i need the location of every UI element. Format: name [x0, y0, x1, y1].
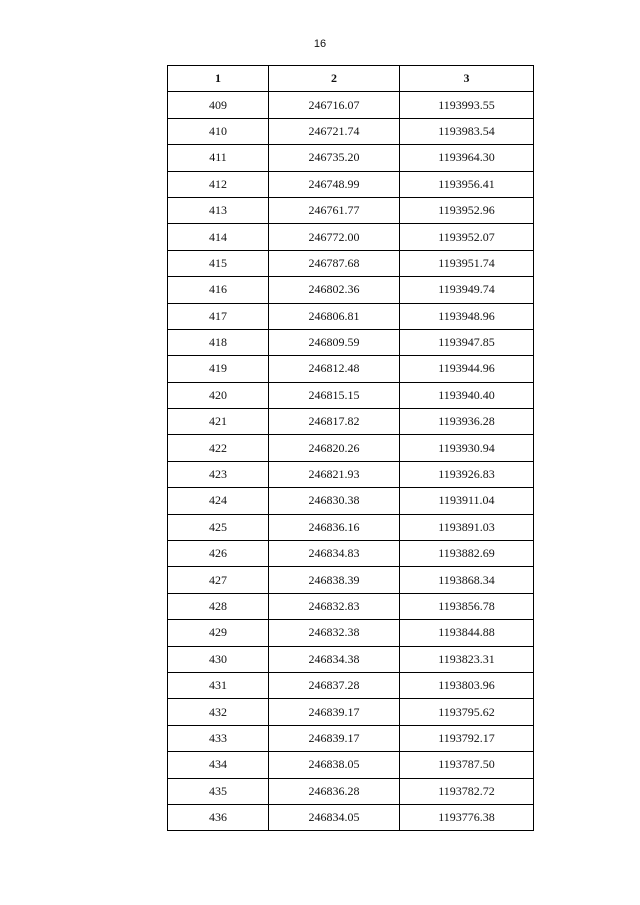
column-header-point-number: 1	[168, 66, 269, 92]
cell-x-coordinate: 246836.28	[269, 778, 400, 804]
table-row	[168, 92, 534, 118]
cell-y-coordinate: 1193911.04	[400, 488, 534, 514]
cell-x-coordinate: 246832.83	[269, 593, 400, 619]
table-row	[168, 382, 534, 408]
cell-y-coordinate: 1193947.85	[400, 329, 534, 355]
table-row	[168, 620, 534, 646]
table-row	[168, 778, 534, 804]
cell-x-coordinate: 246834.38	[269, 646, 400, 672]
cell-y-coordinate: 1193823.31	[400, 646, 534, 672]
cell-y-coordinate: 1193936.28	[400, 409, 534, 435]
cell-x-coordinate: 246838.05	[269, 752, 400, 778]
cell-x-coordinate: 246721.74	[269, 118, 400, 144]
cell-x-coordinate: 246716.07	[269, 92, 400, 118]
cell-x-coordinate: 246834.05	[269, 804, 400, 830]
cell-y-coordinate: 1193868.34	[400, 567, 534, 593]
table-header	[168, 66, 534, 92]
cell-y-coordinate: 1193952.96	[400, 197, 534, 223]
cell-y-coordinate: 1193787.50	[400, 752, 534, 778]
table-row	[168, 329, 534, 355]
cell-point-number: 434	[168, 752, 269, 778]
cell-x-coordinate: 246836.16	[269, 514, 400, 540]
cell-point-number: 420	[168, 382, 269, 408]
cell-point-number: 409	[168, 92, 269, 118]
cell-y-coordinate: 1193795.62	[400, 699, 534, 725]
cell-x-coordinate: 246834.83	[269, 541, 400, 567]
cell-point-number: 416	[168, 277, 269, 303]
cell-point-number: 427	[168, 567, 269, 593]
cell-y-coordinate: 1193882.69	[400, 541, 534, 567]
cell-y-coordinate: 1193782.72	[400, 778, 534, 804]
cell-point-number: 436	[168, 804, 269, 830]
cell-x-coordinate: 246821.93	[269, 461, 400, 487]
table-row	[168, 224, 534, 250]
table-row	[168, 752, 534, 778]
cell-point-number: 417	[168, 303, 269, 329]
cell-y-coordinate: 1193844.88	[400, 620, 534, 646]
cell-point-number: 425	[168, 514, 269, 540]
page-number: 16	[313, 38, 327, 50]
cell-y-coordinate: 1193792.17	[400, 725, 534, 751]
table-row	[168, 277, 534, 303]
table-row	[168, 567, 534, 593]
cell-point-number: 411	[168, 145, 269, 171]
table-row	[168, 171, 534, 197]
cell-y-coordinate: 1193952.07	[400, 224, 534, 250]
table-row	[168, 435, 534, 461]
cell-point-number: 412	[168, 171, 269, 197]
cell-x-coordinate: 246815.15	[269, 382, 400, 408]
cell-x-coordinate: 246787.68	[269, 250, 400, 276]
cell-x-coordinate: 246748.99	[269, 171, 400, 197]
table-row	[168, 145, 534, 171]
cell-x-coordinate: 246832.38	[269, 620, 400, 646]
cell-y-coordinate: 1193856.78	[400, 593, 534, 619]
table-row	[168, 514, 534, 540]
cell-y-coordinate: 1193956.41	[400, 171, 534, 197]
cell-point-number: 410	[168, 118, 269, 144]
cell-point-number: 413	[168, 197, 269, 223]
cell-y-coordinate: 1193949.74	[400, 277, 534, 303]
table-row	[168, 488, 534, 514]
cell-y-coordinate: 1193926.83	[400, 461, 534, 487]
table-row	[168, 672, 534, 698]
cell-y-coordinate: 1193803.96	[400, 672, 534, 698]
cell-point-number: 421	[168, 409, 269, 435]
cell-y-coordinate: 1193993.55	[400, 92, 534, 118]
table-row	[168, 118, 534, 144]
cell-x-coordinate: 246838.39	[269, 567, 400, 593]
column-header-x-coordinate: 2	[269, 66, 400, 92]
cell-y-coordinate: 1193776.38	[400, 804, 534, 830]
table-row	[168, 356, 534, 382]
cell-y-coordinate: 1193944.96	[400, 356, 534, 382]
table-row	[168, 197, 534, 223]
cell-y-coordinate: 1193940.40	[400, 382, 534, 408]
cell-x-coordinate: 246809.59	[269, 329, 400, 355]
cell-y-coordinate: 1193930.94	[400, 435, 534, 461]
cell-point-number: 432	[168, 699, 269, 725]
cell-x-coordinate: 246772.00	[269, 224, 400, 250]
table-row	[168, 699, 534, 725]
cell-point-number: 423	[168, 461, 269, 487]
cell-point-number: 415	[168, 250, 269, 276]
table-row	[168, 461, 534, 487]
cell-point-number: 433	[168, 725, 269, 751]
cell-point-number: 424	[168, 488, 269, 514]
cell-x-coordinate: 246817.82	[269, 409, 400, 435]
cell-y-coordinate: 1193891.03	[400, 514, 534, 540]
table-row	[168, 804, 534, 830]
cell-x-coordinate: 246830.38	[269, 488, 400, 514]
cell-y-coordinate: 1193951.74	[400, 250, 534, 276]
cell-x-coordinate: 246820.26	[269, 435, 400, 461]
cell-x-coordinate: 246812.48	[269, 356, 400, 382]
cell-y-coordinate: 1193964.30	[400, 145, 534, 171]
table-row	[168, 593, 534, 619]
cell-x-coordinate: 246839.17	[269, 699, 400, 725]
cell-point-number: 430	[168, 646, 269, 672]
cell-x-coordinate: 246761.77	[269, 197, 400, 223]
cell-point-number: 428	[168, 593, 269, 619]
column-header-y-coordinate: 3	[400, 66, 534, 92]
cell-point-number: 435	[168, 778, 269, 804]
cell-point-number: 431	[168, 672, 269, 698]
cell-point-number: 426	[168, 541, 269, 567]
cell-x-coordinate: 246839.17	[269, 725, 400, 751]
cell-x-coordinate: 246837.28	[269, 672, 400, 698]
table-row	[168, 303, 534, 329]
cell-y-coordinate: 1193948.96	[400, 303, 534, 329]
table-row	[168, 409, 534, 435]
cell-point-number: 419	[168, 356, 269, 382]
table-row	[168, 250, 534, 276]
cell-x-coordinate: 246802.36	[269, 277, 400, 303]
cell-point-number: 414	[168, 224, 269, 250]
cell-point-number: 422	[168, 435, 269, 461]
cell-x-coordinate: 246806.81	[269, 303, 400, 329]
table-body	[168, 92, 534, 831]
cell-x-coordinate: 246735.20	[269, 145, 400, 171]
table-row	[168, 646, 534, 672]
cell-point-number: 429	[168, 620, 269, 646]
cell-point-number: 418	[168, 329, 269, 355]
coordinates-table	[167, 65, 534, 831]
table-row	[168, 541, 534, 567]
table-row	[168, 725, 534, 751]
table-header-row	[168, 66, 534, 92]
cell-y-coordinate: 1193983.54	[400, 118, 534, 144]
